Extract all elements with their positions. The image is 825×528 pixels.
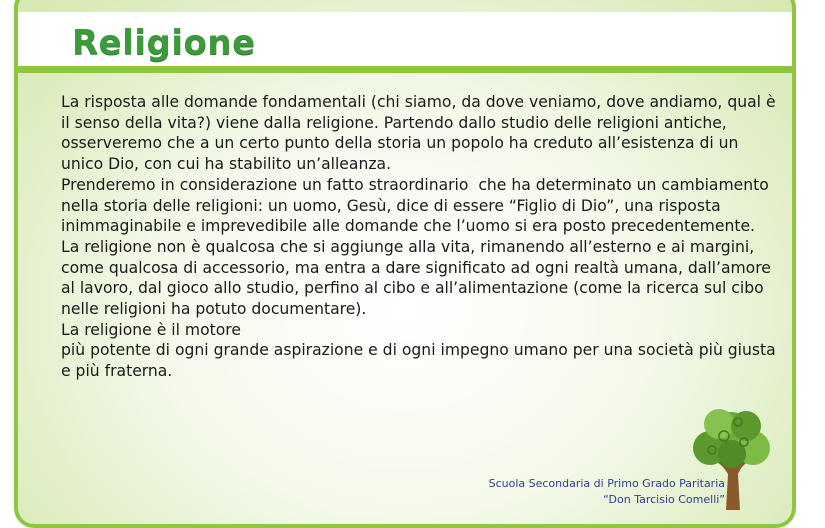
body-text	[61, 92, 781, 382]
school-name: “Don Tarcisio Comelli”	[603, 493, 725, 506]
paragraph-intro: La risposta alle domande fondamentali (chi siamo, da dove veniamo, dove andiamo, qual è il senso della vita?) viene dalla religione. Partendo dallo studio delle religioni antiche, osserveremo che a un certo punto della storia un popolo ha creduto all’esistenza di un unico Dio, con cui ha stabilito un’alleanza.	[61, 93, 781, 174]
title-divider	[18, 66, 792, 73]
school-type: Scuola Secondaria di Primo Grado Paritaria	[488, 477, 725, 490]
paragraph-society: più potente di ogni grande aspirazione e di ogni impegno umano per una società più giusta e più fraterna.	[61, 341, 781, 381]
page-title: Religione	[72, 23, 256, 63]
paragraph-jesus: Prenderemo in considerazione un fatto straordinario che ha determinato un cambiamento nella storia delle religioni: un uomo, Gesù, dice di essere “Figlio di Dio”, una risposta inimmaginabile e imprevedibile alle domande che l’uomo si era posto precedentemente.	[61, 175, 774, 236]
tree-icon	[686, 404, 776, 510]
paragraph-meaning: La religione non è qualcosa che si aggiunge alla vita, rimanendo all’esterno e ai margini, come qualcosa di accessorio, ma entra a dare significato ad ogni realtà umana, dall’amore al lavoro, dal gioco allo studio, perfino al cibo e all’alimentazione (come la ricerca sul cibo nelle religioni ha potuto documentare).	[61, 237, 776, 319]
paragraph-motor: La religione è il motore	[61, 320, 241, 339]
